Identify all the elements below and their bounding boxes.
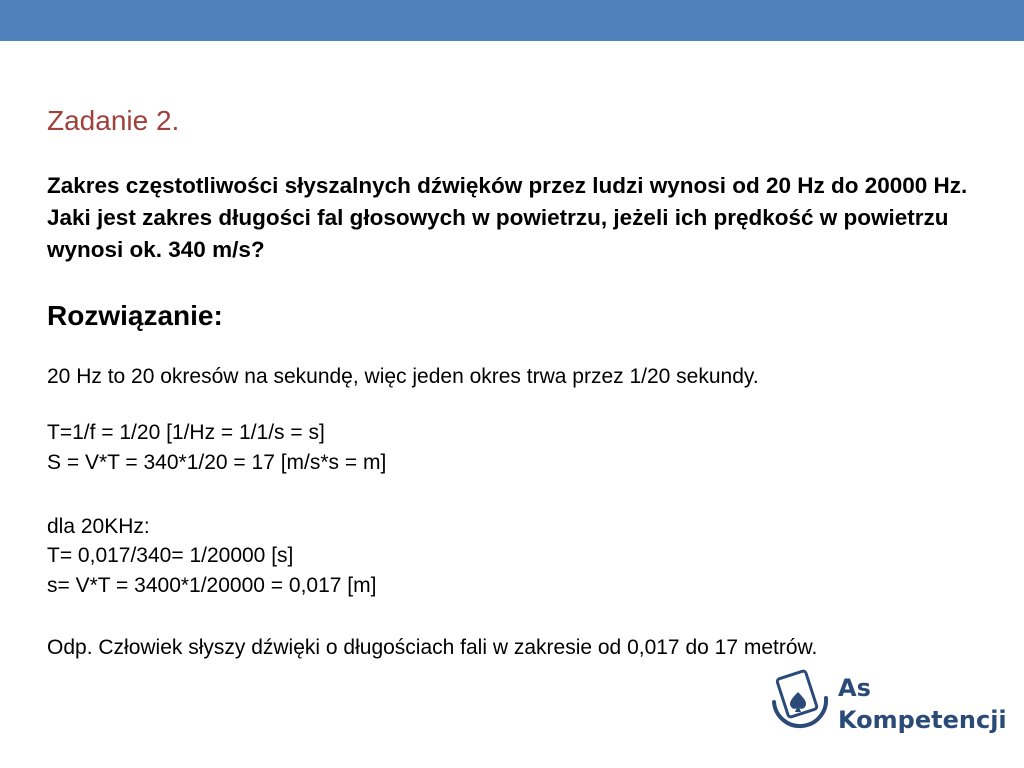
logo-text-as: As	[838, 674, 871, 702]
problem-statement: Zakres częstotliwości słyszalnych dźwięków przez ludzi wynosi od 20 Hz do 20000 Hz. Jaki jest zakres długości fal głosowych w powietrzu, jeżeli ich prędkość w powietrzu wynosi ok. 340 m/s?	[47, 173, 968, 262]
slide-title: Zadanie 2.	[47, 105, 180, 136]
spade-ring-icon	[768, 668, 832, 744]
case-label-20khz: dla 20KHz:	[47, 515, 150, 538]
as-kompetencji-logo	[768, 668, 1007, 748]
top-accent-bar	[0, 0, 1024, 41]
formula-wavelength-20hz: S = V*T = 340*1/20 = 17 [m/s*s = m]	[47, 451, 387, 474]
formula-wavelength-20khz: s= V*T = 3400*1/20000 = 0,017 [m]	[47, 574, 377, 597]
intro-line: 20 Hz to 20 okresów na sekundę, więc jeden okres trwa przez 1/20 sekundy.	[47, 365, 759, 388]
logo-text-kompetencji: Kompetencji	[838, 706, 1007, 734]
formula-period-20khz: T= 0,017/340= 1/20000 [s]	[47, 544, 294, 567]
solution-heading: Rozwiązanie:	[47, 300, 223, 331]
answer-text: Odp. Człowiek słyszy dźwięki o długościach fali w zakresie od 0,017 do 17 metrów.	[47, 636, 818, 659]
formula-period-20hz: T=1/f = 1/20 [1/Hz = 1/1/s = s]	[47, 421, 325, 444]
